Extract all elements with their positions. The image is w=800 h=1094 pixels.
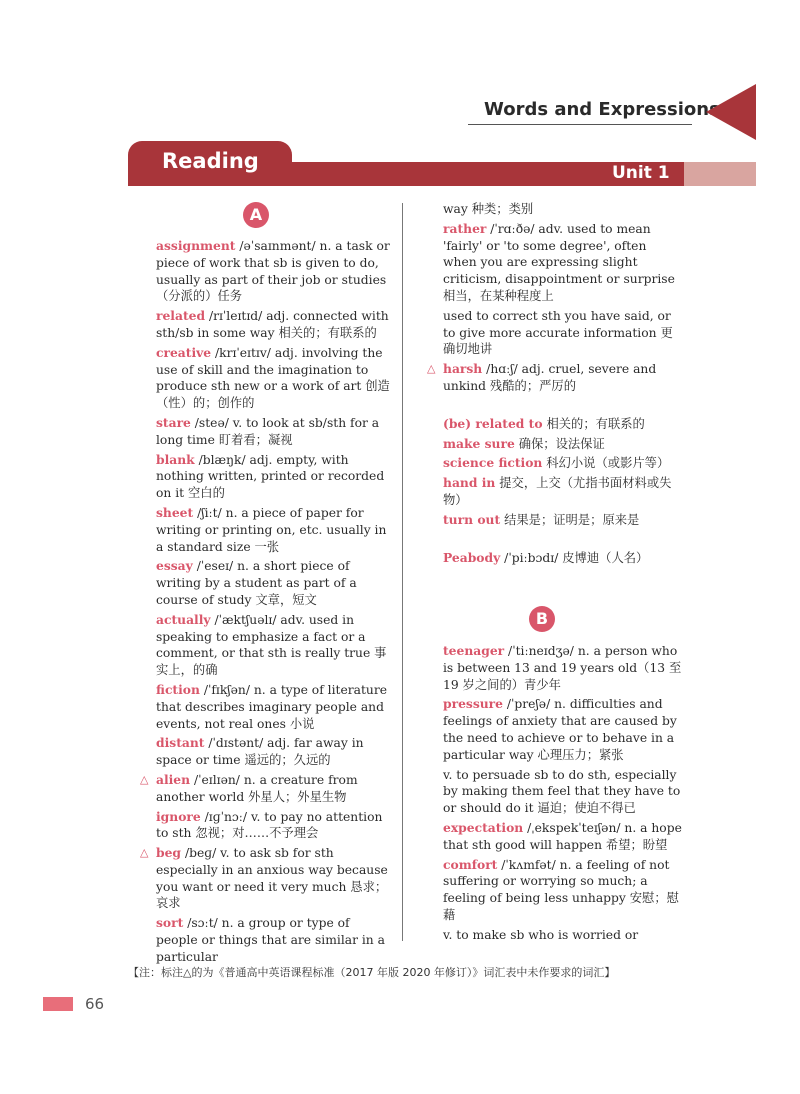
name-meaning: /ˈpiːbɔdɪ/ 皮博迪（人名） [500, 550, 649, 565]
triangle-marker-icon: △ [140, 846, 149, 860]
headword: sort [156, 915, 184, 931]
definition: /ˈfɪkʃən/ n. a type of literature that describes imaginary people and events, not real ones 小说 [156, 682, 387, 731]
vocab-entry [140, 771, 394, 806]
vocab-entry [427, 361, 683, 395]
right-column-section-b [443, 643, 683, 947]
definition: /ˈtiːneɪdʒə/ n. a person who is between 13 and 19 years old（13 至 19 岁之间的）青少年 [443, 644, 682, 692]
phrase-entry [443, 475, 683, 509]
triangle-marker-icon: △ [140, 772, 149, 786]
section-tab [128, 141, 292, 185]
headword: assignment [156, 238, 236, 253]
definition: /rɪˈleɪtɪd/ adj. connected with sth/sb in some way 相关的；有联系的 [156, 309, 389, 340]
definition: /ˌekspekˈteɪʃən/ n. a hope that sth good will happen 希望；盼望 [443, 820, 682, 852]
vocab-entry [156, 345, 394, 412]
page-header-title: Words and Expressions [484, 99, 720, 120]
definition: /krɪˈeɪtɪv/ adj. involving the use of skill and the imagination to produce sth new or a work of art 创造（性）的；创作的 [156, 345, 390, 411]
phrase-meaning: 相关的；有联系的 [542, 416, 645, 431]
unit-label: Unit 1 [612, 163, 670, 183]
vocab-entry [443, 696, 683, 763]
definition: /ˈeseɪ/ n. a short piece of writing by a student as part of a course of study 文章，短文 [156, 559, 357, 607]
vocab-entry [156, 415, 394, 449]
headword: creative [156, 344, 212, 360]
header-triangle-decoration [706, 84, 756, 140]
headword: stare [156, 414, 191, 430]
definition: used to correct sth you have said, or to give more accurate information 更确切地讲 [443, 308, 673, 357]
headword: actually [156, 611, 211, 627]
vocab-entry [156, 452, 394, 502]
vocab-entry [443, 221, 683, 305]
section-badge-b: B [529, 606, 555, 632]
definition: /ˈdɪstənt/ adj. far away in space or time 遥远的；久远的 [156, 736, 364, 768]
right-column [427, 201, 683, 569]
definition: v. to persuade sb to do sth, especially by making them feel that they have to or should do it 逼迫；使迫不得已 [443, 767, 681, 816]
phrase: turn out [443, 511, 501, 527]
triangle-marker-icon: △ [427, 362, 436, 376]
vocab-entry [156, 505, 394, 555]
vocab-entry [156, 915, 394, 965]
headword: alien [156, 771, 191, 787]
definition: /ʃiːt/ n. a piece of paper for writing or printing on, etc. usually in a standard size 一张 [156, 505, 387, 554]
headword: comfort [443, 856, 498, 872]
phrase: (be) related to [443, 415, 543, 431]
vocab-entry [156, 735, 394, 769]
vocab-entry [156, 612, 394, 679]
vocab-entry [443, 857, 683, 924]
page-number-tab [43, 997, 73, 1011]
phrase: make sure [443, 435, 515, 451]
definition: v. to make sb who is worried or [443, 927, 639, 942]
phrase: hand in [443, 475, 496, 491]
phrase-meaning: 确保；设法保证 [514, 436, 605, 451]
vocab-entry-sense [443, 927, 683, 944]
definition: /əˈsaɪnmənt/ n. a task or piece of work that sb is given to do, usually as part of their job or studies（分派的）任务 [156, 239, 390, 304]
vocab-entry [156, 558, 394, 608]
definition: /ˈæktʃuəlɪ/ adv. used in speaking to emphasize a fact or a comment, or that sth is really true 事实上，的确 [156, 612, 387, 678]
name-entry [443, 550, 683, 567]
section-tab-label: Reading [162, 149, 259, 173]
definition: /sɔːt/ n. a group or type of people or things that are similar in a particular [156, 916, 385, 964]
vocab-entry [443, 643, 683, 693]
headword: essay [156, 558, 193, 574]
phrase-meaning: 提交，上交（尤指书面材料或失物） [443, 476, 672, 507]
definition: /blæŋk/ adj. empty, with nothing written, printed or recorded on it 空白的 [156, 452, 385, 501]
headword: blank [156, 451, 195, 467]
headword: teenager [443, 643, 505, 658]
proper-name: Peabody [443, 549, 501, 565]
left-column [140, 238, 394, 969]
column-divider [402, 203, 403, 941]
vocab-entry [443, 820, 683, 854]
vocab-entry [156, 308, 394, 342]
definition: /ˈrɑːðə/ adv. used to mean 'fairly' or 'to some degree', often when you are expressing slight criticism, disappointment or surprise 相当，在某种程度上 [443, 221, 675, 303]
headword: beg [156, 845, 182, 861]
definition: /hɑːʃ/ adj. cruel, severe and unkind 残酷的；严厉的 [443, 362, 657, 393]
page-number: 66 [85, 995, 105, 1013]
footnote: 【注：标注△的为《普通高中英语课程标准（2017 年版 2020 年修订）》词汇表中未作要求的词汇】 [128, 966, 616, 979]
vocab-entry-continued [443, 201, 683, 218]
phrase-entry [443, 416, 683, 433]
definition: /ˈpreʃə/ n. difficulties and feelings of anxiety that are caused by the need to achieve or to behave in a particular way 心理压力；紧张 [443, 697, 677, 762]
headword: rather [443, 220, 487, 236]
definition: /steə/ v. to look at sb/sth for a long time 盯着看；凝视 [156, 415, 380, 447]
phrase-meaning: 结果是；证明是；原来是 [500, 512, 640, 527]
headword: distant [156, 735, 205, 751]
vocab-entry [140, 845, 394, 912]
section-badge-a: A [243, 202, 269, 228]
vocab-entry [156, 682, 394, 732]
headword: ignore [156, 808, 201, 824]
definition: /ˈeɪlɪən/ n. a creature from another world 外星人；外星生物 [156, 772, 358, 804]
vocab-entry [156, 238, 394, 305]
definition: way 种类；类别 [443, 202, 534, 216]
header-underline [468, 124, 692, 125]
headword: pressure [443, 696, 503, 712]
definition: /ˈkʌmfət/ n. a feeling of not suffering or worrying so much; a feeling of being less unhappy 安慰；慰藉 [443, 857, 679, 922]
headword: fiction [156, 681, 200, 697]
definition: /beɡ/ v. to ask sb for sth especially in an anxious way because you want or need it very much 恳求；哀求 [156, 846, 388, 911]
vocab-entry [156, 809, 394, 843]
vocab-entry-sense [443, 767, 683, 817]
phrase-entry [443, 512, 683, 529]
headword: expectation [443, 819, 524, 835]
headword: related [156, 308, 206, 324]
headword: harsh [443, 361, 483, 377]
phrase-meaning: 科幻小说（或影片等） [542, 456, 670, 471]
unit-banner-tail [684, 162, 756, 186]
phrase-entry [443, 455, 683, 472]
vocab-entry-sense [443, 308, 683, 358]
phrase: science fiction [443, 455, 543, 471]
phrase-entry [443, 436, 683, 453]
headword: sheet [156, 504, 194, 520]
definition: /ɪɡˈnɔː/ v. to pay no attention to sth 忽视；对……不予理会 [156, 809, 383, 841]
